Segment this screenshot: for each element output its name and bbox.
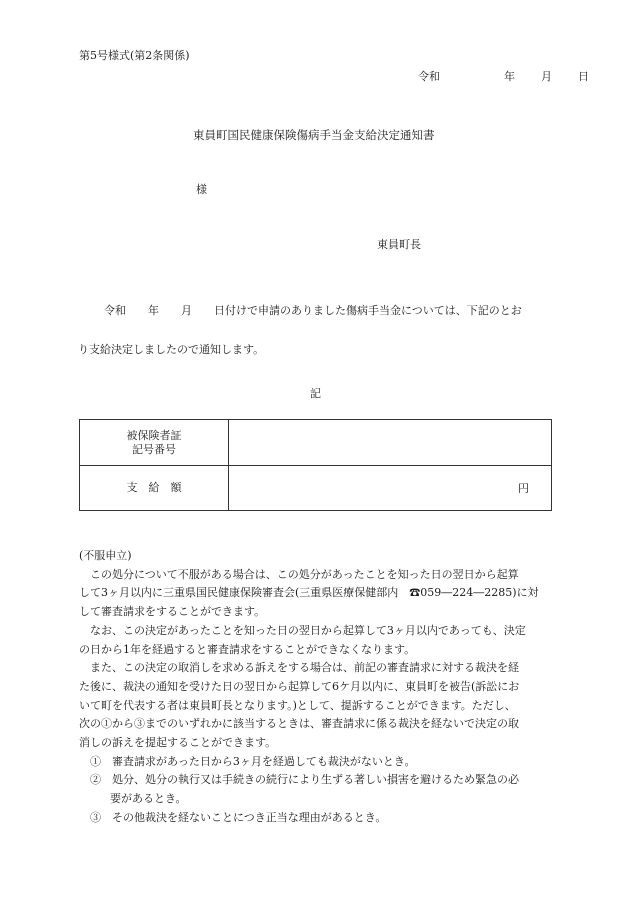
issuer-name: 東員町長 [377,238,421,251]
appeal-line: して審査請求をすることができます。 [79,605,266,619]
issue-date [418,68,589,84]
appeal-item: ① 審査請求があった日から3ヶ月を経過しても裁決がないとき。 [90,754,416,768]
appeal-section [79,547,559,828]
yen-unit: 円 [518,482,529,495]
appeal-line: この処分について不服がある場合は、この処分があったことを知った日の翌日から起算 [90,567,519,581]
appeal-line: 消しの訴えを提起することができます。 [79,736,277,750]
document-title: 東員町国民健康保険傷病手当金支給決定通知書 [193,128,435,142]
appeal-item: ② 処分、処分の執行又は手続きの続行により生ずる著しい損害を避けるため緊急の必 [90,773,519,787]
body-line-2: り支給決定しましたので通知します。 [78,343,265,356]
appeal-item: ③ その他裁決を経ないことにつき正当な理由があるとき。 [90,810,387,824]
payment-amount-cell[interactable] [229,466,552,511]
payment-amount-label: 支 給 額 [80,466,229,511]
appeal-line: 次の①から③までのいずれかに該当するときは、審査請求に係る裁決を経ないで決定の取 [79,717,519,731]
appeal-line: の日から1年を経過すると審査請求をすることができなくなります。 [79,642,416,656]
table-row [80,420,552,466]
insurance-card-label-line2: 記号番号 [132,442,176,456]
info-table [79,419,552,511]
appeal-line: して3ヶ月以内に三重県国民健康保険審査会(三重県医療保健部内 ☎059―224―2285)に対 [79,586,539,600]
appeal-heading: (不服申立) [79,549,132,562]
insurance-card-label-line1: 被保険者証 [126,428,182,442]
date-month: 月 [541,70,552,83]
date-era: 令和 [418,70,440,83]
ki-heading: 記 [310,387,321,400]
appeal-item-continuation: 要があるとき。 [110,792,187,806]
insurance-card-number-cell[interactable] [229,420,552,466]
insurance-card-label [80,420,229,466]
appeal-line: た後に、裁決の通知を受けた日の翌日から起算して6ケ月以内に、東員町を被告(訴訟にお [79,679,520,693]
appeal-line: なお、この決定があったことを知った日の翌日から起算して3ヶ月以内であっても、決定 [90,623,526,637]
appeal-line: また、この決定の取消しを求める訴えをする場合は、前記の審査請求に対する裁決を経 [90,661,519,675]
body-line-1: 令和 年 月 日付けで申請のありました傷病手当金については、下記のとお [104,304,522,317]
table-row [80,466,552,511]
recipient-suffix: 様 [196,183,207,196]
date-day: 日 [578,70,589,83]
form-number: 第5号様式(第2条関係) [79,49,190,62]
date-year: 年 [504,70,515,83]
appeal-line: いて町を代表する者は東員町長となります。)として、提訴することができます。ただし、 [79,698,516,712]
